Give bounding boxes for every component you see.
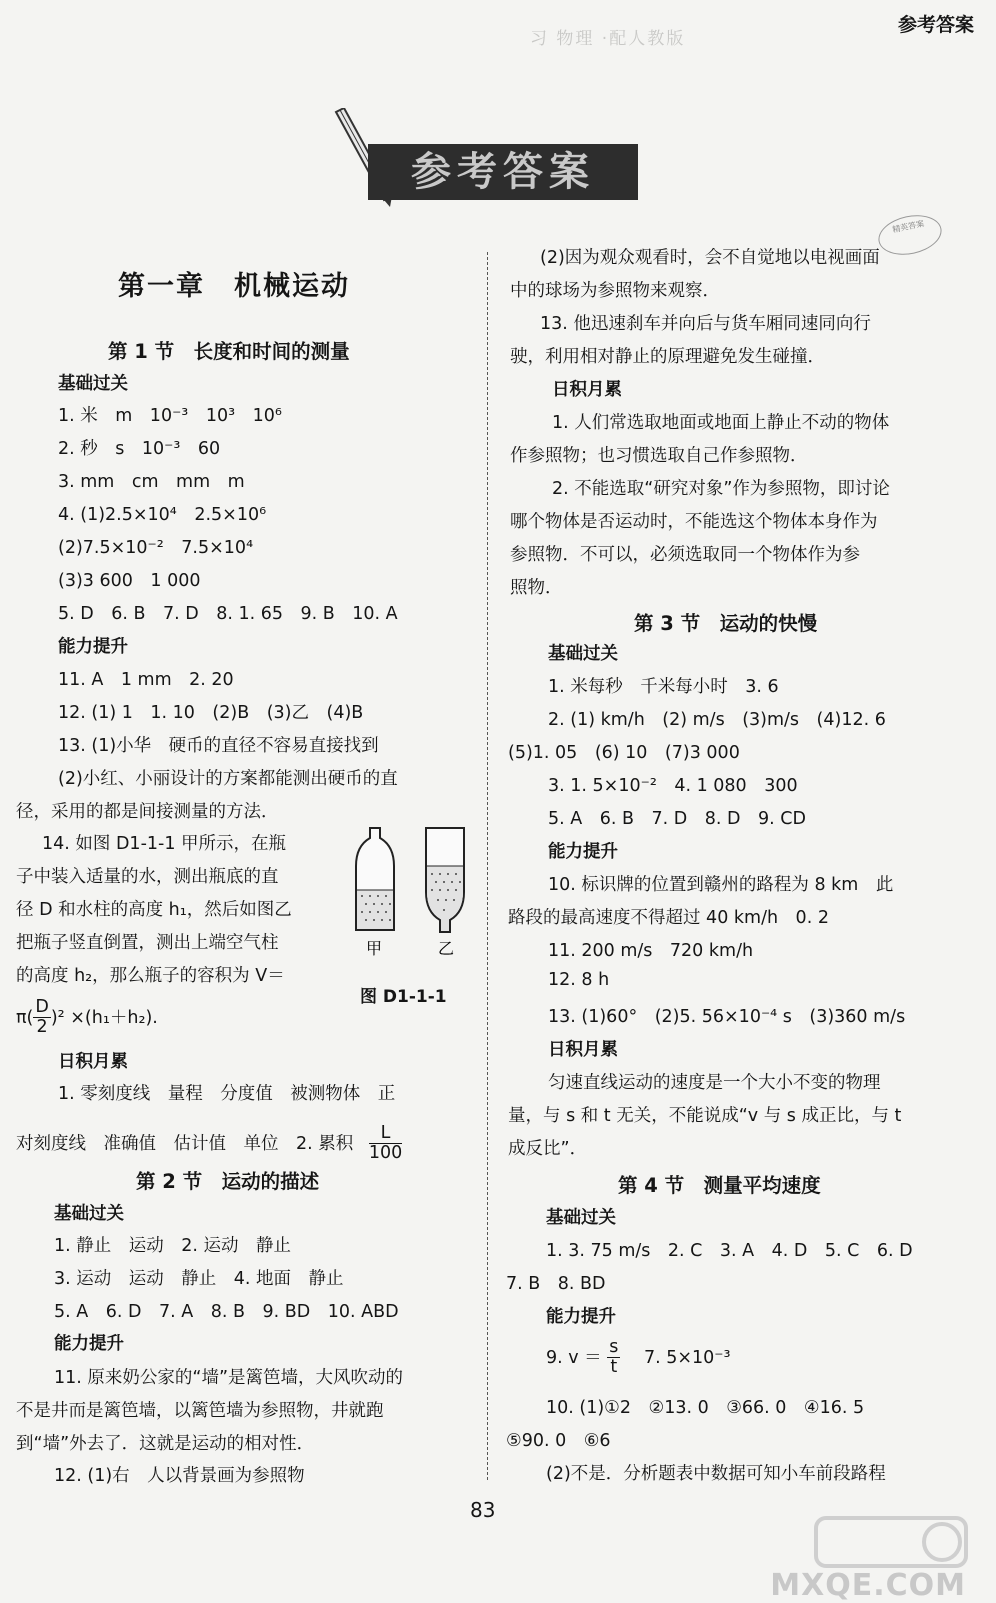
- answer-line: (2)小红、小丽设计的方案都能测出硬币的直: [58, 769, 398, 789]
- answer-line: 12. (1) 1 1. 10 (2)B (3)乙 (4)B: [58, 703, 364, 723]
- answer-line: (3)3 600 1 000: [58, 571, 201, 591]
- stamp-seal: 精英答案: [875, 210, 946, 260]
- answer-line: 5. D 6. B 7. D 8. 1. 65 9. B 10. A: [58, 604, 398, 624]
- section3-basic-heading: 基础过关: [548, 644, 618, 664]
- answer-line: 路段的最高速度不得超过 40 km/h 0. 2: [508, 908, 829, 928]
- section2-ability-heading: 能力提升: [54, 1334, 124, 1354]
- watermark-text: MXQE.COM: [770, 1568, 966, 1603]
- answer-line: 13. (1)60° (2)5. 56×10⁻⁴ s (3)360 m/s: [548, 1007, 906, 1027]
- section1-ability-heading: 能力提升: [58, 637, 128, 657]
- header-label: 参考答案: [897, 14, 974, 36]
- answer-line: 中的球场为参照物来观察．: [510, 281, 720, 301]
- column-divider: [487, 252, 488, 1480]
- answer-line: 3. 1. 5×10⁻² 4. 1 080 300: [548, 776, 798, 796]
- header-ghost-text: 习 物理 ·配人教版: [530, 29, 686, 49]
- formula-volume: π( $\frac{D}{2}$ )² ×(h₁＋h₂).: [16, 997, 158, 1038]
- answer-line: 10. (1)①2 ②13. 0 ③66. 0 ④16. 5: [546, 1398, 865, 1418]
- answer-line: (5)1. 05 (6) 10 (7)3 000: [508, 743, 740, 763]
- answer-line: 1. 人们常选取地面或地面上静止不动的物体: [552, 413, 890, 433]
- answer-line: 到“墙”外去了．这就是运动的相对性．: [16, 1434, 315, 1454]
- figure-caption: 图 D1-1-1: [360, 987, 447, 1007]
- answer-line: 12. (1)右 人以背景画为参照物: [54, 1466, 305, 1486]
- answer-line: 5. A 6. B 7. D 8. D 9. CD: [548, 809, 806, 829]
- fig-label-a: 甲: [366, 939, 383, 958]
- answer-line: 10. 标识牌的位置到赣州的路程为 8 km 此: [548, 875, 894, 895]
- section1-basic-heading: 基础过关: [58, 374, 128, 394]
- answer-line: 把瓶子竖直倒置，测出上端空气柱: [16, 933, 279, 953]
- section3-ability-heading: 能力提升: [548, 842, 618, 862]
- answer-line: 2. 秒 s 10⁻³ 60: [58, 439, 221, 459]
- section3-title: 第 3 节 运动的快慢: [634, 612, 818, 635]
- answer-line: 11. A 1 mm 2. 20: [58, 670, 234, 690]
- answer-line: 成反比”．: [508, 1139, 588, 1159]
- answer-line: 作参照物；也习惯选取自己作参照物．: [510, 446, 808, 466]
- banner-title: 参考答案: [368, 144, 638, 200]
- bottle-figure: [344, 826, 474, 976]
- answer-line: 参照物．不可以，必须选取同一个物体作为参: [510, 545, 860, 565]
- answer-line: 4. (1)2.5×10⁴ 2.5×10⁶: [58, 505, 267, 525]
- chapter-title: 第一章 机械运动: [118, 271, 350, 302]
- answer-line: 7. B 8. BD: [506, 1274, 606, 1294]
- answer-line: 不是井而是篱笆墙，以篱笆墙为参照物，井就跑: [16, 1401, 384, 1421]
- right-daily-heading: 日积月累: [552, 380, 622, 400]
- answer-line: 照物．: [510, 578, 563, 598]
- section1-daily-heading: 日积月累: [58, 1052, 128, 1072]
- answer-line: 1. 3. 75 m/s 2. C 3. A 4. D 5. C 6. D: [546, 1241, 913, 1261]
- section4-basic-heading: 基础过关: [546, 1208, 616, 1228]
- section2-basic-heading: 基础过关: [54, 1204, 124, 1224]
- answer-line: (2)7.5×10⁻² 7.5×10⁴: [58, 538, 254, 558]
- page-number: 83: [470, 1498, 496, 1522]
- answer-line: 12. 8 h: [548, 970, 610, 990]
- answer-line: 13. (1)小华 硬币的直径不容易直接找到: [58, 736, 379, 756]
- answer-line: 1. 米每秒 千米每小时 3. 6: [548, 677, 779, 697]
- formula-velocity: 9. v ＝ $\frac{s}{t}$ 7. 5×10⁻³: [546, 1337, 731, 1378]
- answer-line: 子中装入适量的水，测出瓶底的直: [16, 867, 279, 887]
- section4-ability-heading: 能力提升: [546, 1307, 616, 1327]
- answer-line: 径 D 和水柱的高度 h₁，然后如图乙: [16, 900, 292, 920]
- fig-label-b: 乙: [438, 939, 455, 958]
- bottle-inverted: [426, 828, 464, 932]
- answer-line: 量，与 s 和 t 无关，不能说成“v 与 s 成正比，与 t: [508, 1106, 902, 1126]
- answer-line: 驶，利用相对静止的原理避免发生碰撞．: [510, 347, 825, 367]
- right-column: [496, 0, 986, 1500]
- left-column: [0, 0, 480, 1500]
- answer-line: 1. 零刻度线 量程 分度值 被测物体 正: [58, 1084, 396, 1104]
- section3-daily-heading: 日积月累: [548, 1040, 618, 1060]
- answer-line: 14. 如图 D1-1-1 甲所示，在瓶: [42, 834, 287, 854]
- answer-line: 的高度 h₂，那么瓶子的容积为 V＝: [16, 966, 285, 986]
- answer-line: 匀速直线运动的速度是一个大小不变的物理: [548, 1073, 881, 1093]
- answer-line: 1. 米 m 10⁻³ 10³ 10⁶: [58, 406, 282, 426]
- answer-line: 5. A 6. D 7. A 8. B 9. BD 10. ABD: [54, 1302, 399, 1322]
- answer-line: (2)因为观众观看时，会不自觉地以电视画面: [540, 248, 880, 268]
- answer-line: 11. 200 m/s 720 km/h: [548, 941, 754, 961]
- answer-line: 对刻度线 准确值 估计值 单位 2. 累积 $\frac{L}{100}$: [16, 1123, 403, 1164]
- answer-line: 1. 静止 运动 2. 运动 静止: [54, 1236, 292, 1256]
- answer-line: 13. 他迅速刹车并向后与货车厢同速同向行: [540, 314, 871, 334]
- answer-line: 哪个物体是否运动时，不能选这个物体本身作为: [510, 512, 878, 532]
- answer-line: 11. 原来奶公家的“墙”是篱笆墙，大风吹动的: [54, 1368, 404, 1388]
- answer-line: 2. 不能选取“研究对象”作为参照物，即讨论: [552, 479, 890, 499]
- bottle-upright: [356, 828, 394, 930]
- answer-line: 径，采用的都是间接测量的方法．: [16, 802, 279, 822]
- section1-title: 第 1 节 长度和时间的测量: [108, 340, 350, 363]
- answer-line: 3. 运动 运动 静止 4. 地面 静止: [54, 1269, 344, 1289]
- answer-line: 3. mm cm mm m: [58, 472, 245, 492]
- answer-line: 2. (1) km/h (2) m/s (3)m/s (4)12. 6: [548, 710, 886, 730]
- answer-line: ⑤90. 0 ⑥6: [506, 1431, 611, 1451]
- answer-line: (2)不是．分析题表中数据可知小车前段路程: [546, 1464, 886, 1484]
- section2-title: 第 2 节 运动的描述: [136, 1170, 320, 1193]
- section4-title: 第 4 节 测量平均速度: [618, 1174, 821, 1197]
